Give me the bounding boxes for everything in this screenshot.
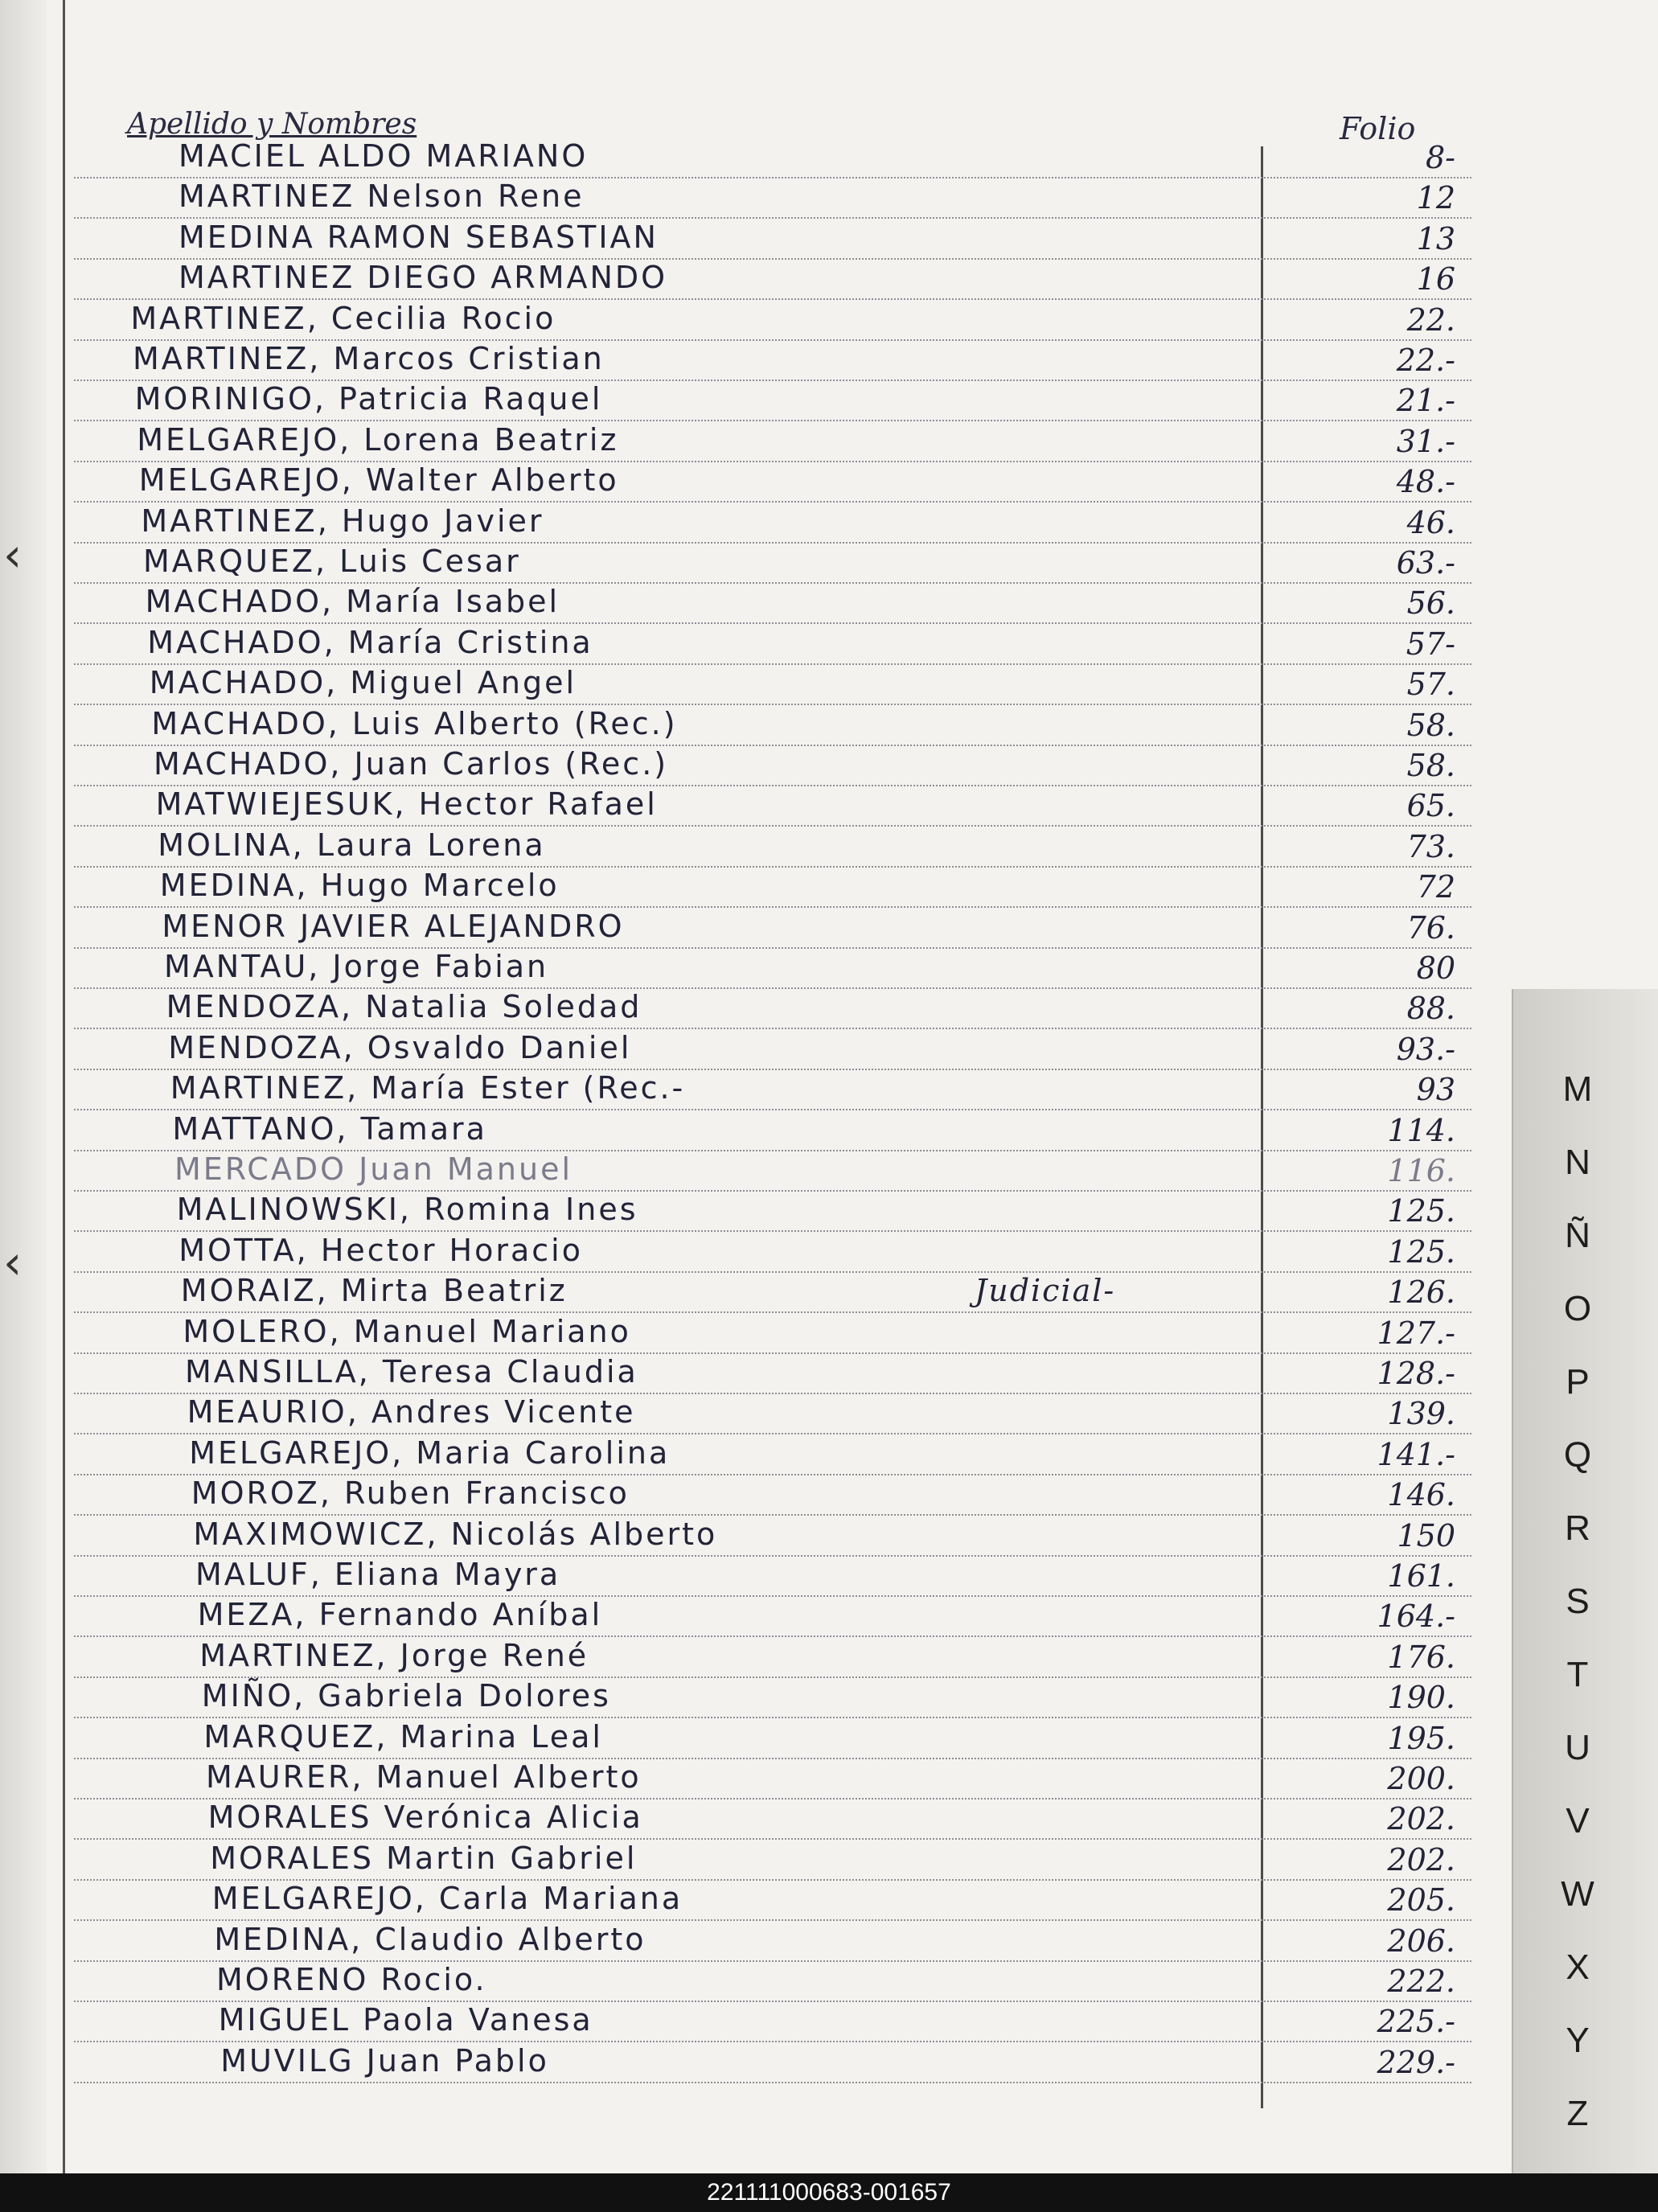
index-tab[interactable]: Z: [1566, 2094, 1589, 2133]
entry-name: MOROZ, Ruben Francisco: [191, 1475, 630, 1512]
entry-name: MEDINA, Claudio Alberto: [214, 1921, 646, 1957]
entry-row: [74, 1312, 1471, 1354]
entry-name: MARQUEZ, Marina Leal: [203, 1718, 603, 1754]
entry-name: MARTINEZ, Marcos Cristian: [133, 341, 605, 376]
entry-row: [74, 1595, 1471, 1637]
entry-folio: 139.: [1387, 1396, 1455, 1432]
entry-row: [74, 421, 1471, 462]
entry-name: MARTINEZ, María Ester (Rec.-: [170, 1070, 686, 1106]
entry-name: MELGAREJO, Carla Mariana: [211, 1881, 683, 1917]
binding-mark: ‹: [3, 1235, 23, 1290]
entry-folio: 222.: [1387, 1964, 1455, 1999]
entry-row: [74, 1839, 1471, 1881]
entry-name: MEDINA RAMON SEBASTIAN: [179, 219, 659, 255]
entry-name: MORAIZ, Mirta Beatriz: [180, 1273, 568, 1309]
entry-row: [74, 1474, 1471, 1516]
entry-name: MARTINEZ, Hugo Javier: [141, 503, 544, 539]
entry-name: MORALES Verónica Alicia: [207, 1800, 643, 1836]
entry-folio: 202.: [1387, 1801, 1455, 1837]
entry-folio: 114.: [1387, 1112, 1455, 1148]
entry-row: [74, 339, 1471, 381]
entry-folio: 46.: [1406, 504, 1455, 540]
entry-folio: 22.-: [1396, 343, 1455, 378]
entry-row: [74, 1352, 1471, 1394]
entry-name: MOLINA, Laura Lorena: [158, 827, 546, 863]
index-tab[interactable]: Q: [1563, 1435, 1592, 1475]
entry-row: [74, 1798, 1471, 1840]
entry-name: MACIEL ALDO MARIANO: [179, 138, 589, 174]
index-tab[interactable]: V: [1566, 1801, 1590, 1841]
entry-folio: 16: [1416, 261, 1455, 298]
entry-row: [74, 866, 1471, 908]
name-column-header: Apellido y Nombres: [127, 108, 417, 141]
entry-folio: 150: [1397, 1517, 1455, 1553]
entry-folio: 202.: [1387, 1841, 1455, 1878]
entry-name: MELGAREJO, Walter Alberto: [138, 462, 619, 499]
entry-name: MARTINEZ, Cecilia Rocio: [130, 300, 556, 336]
entry-name: MELGAREJO, Lorena Beatriz: [137, 421, 619, 458]
entry-row: [74, 542, 1471, 584]
entry-folio: 164.-: [1377, 1598, 1455, 1635]
entry-name: MAURER, Manuel Alberto: [206, 1759, 642, 1795]
entry-row: [74, 1515, 1471, 1557]
index-tab[interactable]: W: [1561, 1874, 1594, 1914]
entry-name: MEDINA, Hugo Marcelo: [159, 868, 560, 904]
entry-name: MATWIEJESUK, Hector Rafael: [155, 786, 658, 823]
entry-folio: 146.: [1387, 1477, 1455, 1513]
index-tab[interactable]: R: [1565, 1508, 1590, 1548]
entry-folio: 195.: [1387, 1720, 1455, 1756]
entry-folio: 126.: [1387, 1274, 1455, 1311]
entry-row: [74, 1555, 1471, 1597]
entry-row: [74, 1879, 1471, 1921]
entry-row: [74, 1434, 1471, 1475]
entry-row: [74, 1676, 1471, 1718]
index-tab[interactable]: U: [1565, 1728, 1590, 1767]
entry-row: [74, 1393, 1471, 1434]
entry-row: [74, 785, 1471, 827]
entry-folio: 229.-: [1377, 2044, 1455, 2080]
entry-folio: 22.: [1406, 302, 1455, 338]
entry-folio: 8-: [1425, 140, 1455, 175]
entry-name: MALUF, Eliana Mayra: [195, 1557, 561, 1592]
entry-name: MACHADO, María Isabel: [145, 584, 560, 620]
entry-row: [74, 987, 1471, 1029]
entry-name: MUVILG Juan Pablo: [220, 2042, 549, 2079]
entry-folio: 57-: [1406, 626, 1455, 662]
entry-name: MEZA, Fernando Aníbal: [197, 1597, 603, 1633]
entry-row: [74, 1150, 1471, 1192]
entry-name: MANSILLA, Teresa Claudia: [185, 1354, 638, 1389]
entry-folio: 73.: [1406, 828, 1455, 864]
entry-name: MACHADO, María Cristina: [147, 624, 593, 660]
entry-folio: 76.: [1406, 909, 1455, 946]
entry-folio: 31.-: [1396, 423, 1455, 459]
entry-folio: 176.: [1387, 1639, 1455, 1675]
entry-name: MACHADO, Miguel Angel: [149, 665, 577, 701]
entry-row: [74, 258, 1471, 300]
entry-row: [74, 461, 1471, 503]
alphabet-index-tabs: [1512, 989, 1658, 2173]
entry-folio: 161.: [1387, 1558, 1455, 1594]
entry-row: [74, 299, 1471, 341]
entry-folio: 65.: [1406, 788, 1455, 824]
entry-folio: 125.: [1387, 1233, 1455, 1270]
entry-name: MARTINEZ DIEGO ARMANDO: [179, 260, 668, 296]
entry-name: MARTINEZ Nelson Rene: [179, 179, 585, 215]
entry-folio: 12: [1416, 180, 1455, 216]
binding-mark: ‹: [3, 527, 23, 582]
entry-row: [74, 826, 1471, 868]
entry-row: [74, 1758, 1471, 1800]
index-tab[interactable]: Y: [1566, 2021, 1590, 2060]
entry-name: MAXIMOWICZ, Nicolás Alberto: [193, 1516, 718, 1552]
entry-name: MARTINEZ, Jorge René: [199, 1637, 589, 1673]
entry-row: [74, 1271, 1471, 1313]
entry-folio: 58.: [1406, 748, 1455, 783]
entry-name: MOLERO, Manuel Mariano: [183, 1313, 631, 1349]
index-tab[interactable]: X: [1566, 1947, 1590, 1987]
entry-folio: 58.: [1406, 707, 1455, 743]
entry-row: [74, 1231, 1471, 1273]
entry-row: [74, 1028, 1471, 1070]
entry-name: MACHADO, Juan Carlos (Rec.): [154, 746, 669, 782]
entry-name: MATTANO, Tamara: [172, 1110, 487, 1147]
index-tab[interactable]: Ñ: [1565, 1216, 1590, 1255]
entry-name: MENDOZA, Natalia Soledad: [166, 989, 642, 1025]
entry-name: MORENO Rocio.: [216, 1962, 487, 1997]
entry-row: [74, 745, 1471, 786]
entry-name: MERCADO Juan Manuel: [174, 1151, 573, 1187]
index-tab[interactable]: P: [1566, 1362, 1590, 1401]
entry-row: [74, 177, 1471, 219]
entry-row: [74, 218, 1471, 260]
entry-row: [74, 623, 1471, 665]
entry-folio: 116.: [1387, 1153, 1455, 1188]
entry-row: [74, 1069, 1471, 1110]
entry-folio: 200.: [1387, 1761, 1455, 1796]
entry-name: MANTAU, Jorge Fabian: [164, 949, 549, 984]
entry-folio: 56.: [1406, 585, 1455, 622]
entry-name: MACHADO, Luis Alberto (Rec.): [151, 705, 678, 741]
entry-name: MALINOWSKI, Romina Ines: [176, 1192, 638, 1228]
entry-folio: 225.-: [1377, 2004, 1455, 2040]
entry-row: [74, 1636, 1471, 1678]
index-tab[interactable]: O: [1563, 1289, 1592, 1328]
entry-folio: 93.-: [1396, 1031, 1455, 1067]
entry-folio: 127.-: [1377, 1315, 1455, 1351]
entry-row: [74, 582, 1471, 624]
entry-row: [74, 137, 1471, 179]
entry-row: [74, 947, 1471, 989]
entry-row: [74, 1190, 1471, 1232]
entry-row: [74, 502, 1471, 544]
entry-name: MOTTA, Hector Horacio: [179, 1232, 583, 1268]
entry-row: [74, 1920, 1471, 1962]
entry-name: MORALES Martin Gabriel: [210, 1840, 638, 1876]
entry-folio: 80: [1416, 950, 1455, 986]
entry-name: MENDOZA, Osvaldo Daniel: [168, 1029, 632, 1065]
entry-note: Judicial-: [975, 1273, 1116, 1309]
entry-folio: 141.-: [1377, 1436, 1455, 1472]
entry-folio: 21.-: [1396, 383, 1455, 419]
entry-name: MELGAREJO, Maria Carolina: [189, 1434, 671, 1471]
entry-row: [74, 1110, 1471, 1151]
index-tab[interactable]: S: [1566, 1582, 1590, 1621]
entry-folio: 206.: [1387, 1923, 1455, 1959]
entry-folio: 93: [1416, 1072, 1455, 1108]
entry-row: [74, 2001, 1471, 2042]
entry-folio: 57.: [1406, 667, 1455, 703]
entry-folio: 72: [1416, 869, 1455, 905]
entry-folio: 125.: [1387, 1193, 1455, 1229]
index-tab[interactable]: M: [1562, 1069, 1593, 1109]
entry-folio: 48.-: [1396, 464, 1455, 500]
entry-row: [74, 1717, 1471, 1759]
entry-folio: 205.: [1387, 1882, 1455, 1919]
entry-row: [74, 704, 1471, 746]
entry-name: MEAURIO, Andres Vicente: [187, 1394, 636, 1430]
entry-folio: 13: [1416, 220, 1455, 256]
entry-row: [74, 907, 1471, 949]
entry-row: [74, 1960, 1471, 2002]
entry-name: MIÑO, Gabriela Dolores: [201, 1678, 611, 1714]
entry-name: MENOR JAVIER ALEJANDRO: [162, 908, 625, 944]
entry-name: MIGUEL Paola Vanesa: [218, 2002, 593, 2038]
entry-folio: 88.: [1406, 991, 1455, 1027]
entry-folio: 128.-: [1377, 1356, 1455, 1391]
entry-folio: 190.: [1387, 1680, 1455, 1716]
entry-name: MARQUEZ, Luis Cesar: [143, 544, 521, 579]
entry-folio: 63.-: [1396, 545, 1455, 581]
entry-row: [74, 663, 1471, 705]
index-tab[interactable]: N: [1565, 1143, 1590, 1182]
index-tab[interactable]: T: [1566, 1655, 1589, 1694]
entry-row: [74, 380, 1471, 421]
entry-row: [74, 2042, 1471, 2083]
entry-name: MORINIGO, Patricia Raquel: [134, 381, 603, 417]
document-id-footer: 221111000683-001657: [0, 2173, 1658, 2212]
folio-column-header: Folio: [1340, 111, 1416, 146]
